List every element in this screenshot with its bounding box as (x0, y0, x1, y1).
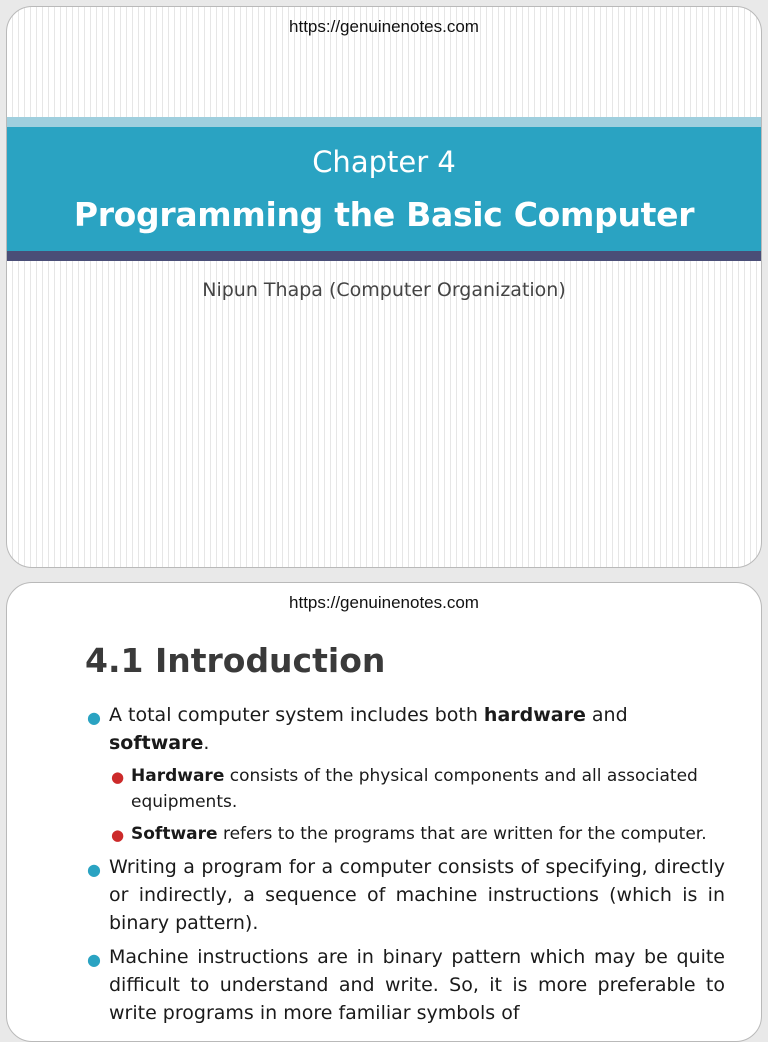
section-heading: 4.1 Introduction (85, 641, 386, 680)
bullet-dot-icon: ● (87, 950, 101, 969)
bullet-item: ● A total computer system includes both hardware and software. (87, 704, 628, 754)
bullet-item: ● Writing a program for a computer consists of specifying, directly or indirectly, a sequence of machine instructions (which is in binary pattern). (87, 856, 725, 934)
sub-bullet-dot-icon: ● (111, 768, 125, 786)
sub-bullet-item: ● Software refers to the programs that are written for the computer. (85, 821, 725, 847)
source-url: https://genuinenotes.com (289, 593, 479, 612)
source-url: https://genuinenotes.com (289, 17, 479, 36)
bullet-item: ● Machine instructions are in binary pattern which may be quite difficult to understand and write. So, it is more preferable to write programs in more familiar symbols of (87, 946, 725, 1024)
slide-subtitle: Nipun Thapa (Computer Organization) (202, 279, 566, 301)
content-slide (6, 582, 762, 1042)
sub-bullet-dot-icon: ● (111, 826, 125, 844)
title-slide (6, 6, 762, 568)
bullet-dot-icon: ● (87, 708, 101, 727)
chapter-label: Chapter 4 (312, 145, 456, 179)
slide-title: Programming the Basic Computer (73, 195, 695, 234)
slide-body (85, 701, 725, 1033)
title-band-bottom-stripe (7, 251, 761, 261)
bullet-dot-icon: ● (87, 860, 101, 879)
sub-bullet-item: ● Hardware consists of the physical components and all associated equipments. (111, 766, 698, 812)
title-band-top-stripe (7, 117, 761, 127)
